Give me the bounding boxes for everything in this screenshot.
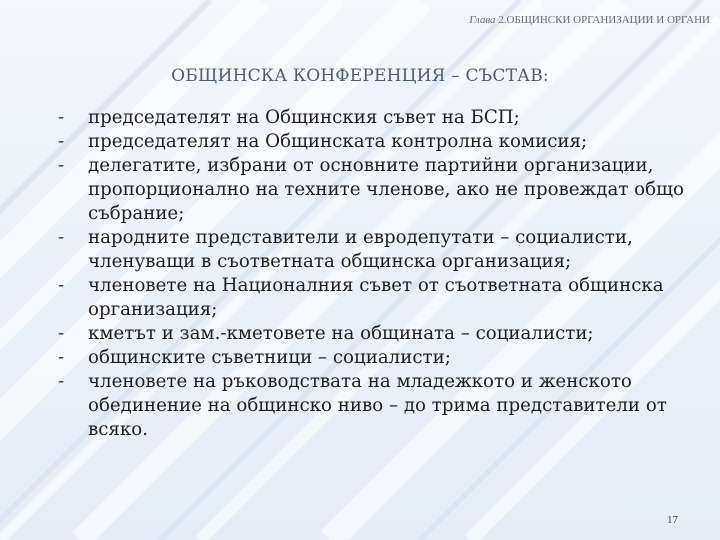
bullet-dash: - [58, 227, 65, 248]
list-item [58, 322, 698, 346]
composition-list [58, 106, 698, 442]
slide-title: ОБЩИНСКА КОНФЕРЕНЦИЯ – СЪСТАВ: [171, 66, 549, 86]
bullet-dash: - [58, 275, 65, 296]
chapter-title: 2.ОБЩИНСКИ ОРГАНИЗАЦИИ И ОРГАНИ [498, 14, 710, 26]
list-item-text: председателят на Общинския съвет на БСП; [88, 107, 520, 128]
list-item-text: народните представители и евродепутати – социалисти, членуващи в съответната общинска организация; [88, 227, 633, 272]
list-item-text: членовете на Националния съвет от съответната общинска организация; [88, 275, 664, 320]
list-item [58, 130, 698, 154]
bullet-dash: - [58, 323, 65, 344]
list-item [58, 226, 698, 274]
list-item-text: общинските съветници – социалисти; [88, 347, 451, 368]
bullet-dash: - [58, 155, 65, 176]
list-item [58, 370, 698, 442]
chapter-header [469, 14, 710, 26]
list-item-text: членовете на ръководствата на младежкото и женското обединение на общинско ниво – до трима представители от всяко. [88, 371, 667, 440]
bullet-dash: - [58, 107, 65, 128]
list-item [58, 346, 698, 370]
list-item-text: председателят на Общинската контролна комисия; [88, 131, 588, 152]
bullet-dash: - [58, 347, 65, 368]
list-item [58, 274, 698, 322]
chapter-word: Глава [469, 14, 496, 26]
bullet-dash: - [58, 131, 65, 152]
list-item-text: делегатите, избрани от основните партийни организации, пропорционално на техните членове, ако не провеждат общо събрание; [88, 155, 684, 224]
list-item [58, 154, 698, 226]
list-item-text: кметът и зам.-кметовете на общината – социалисти; [88, 323, 594, 344]
page-number: 17 [667, 514, 678, 526]
list-item [58, 106, 698, 130]
bullet-dash: - [58, 371, 65, 392]
